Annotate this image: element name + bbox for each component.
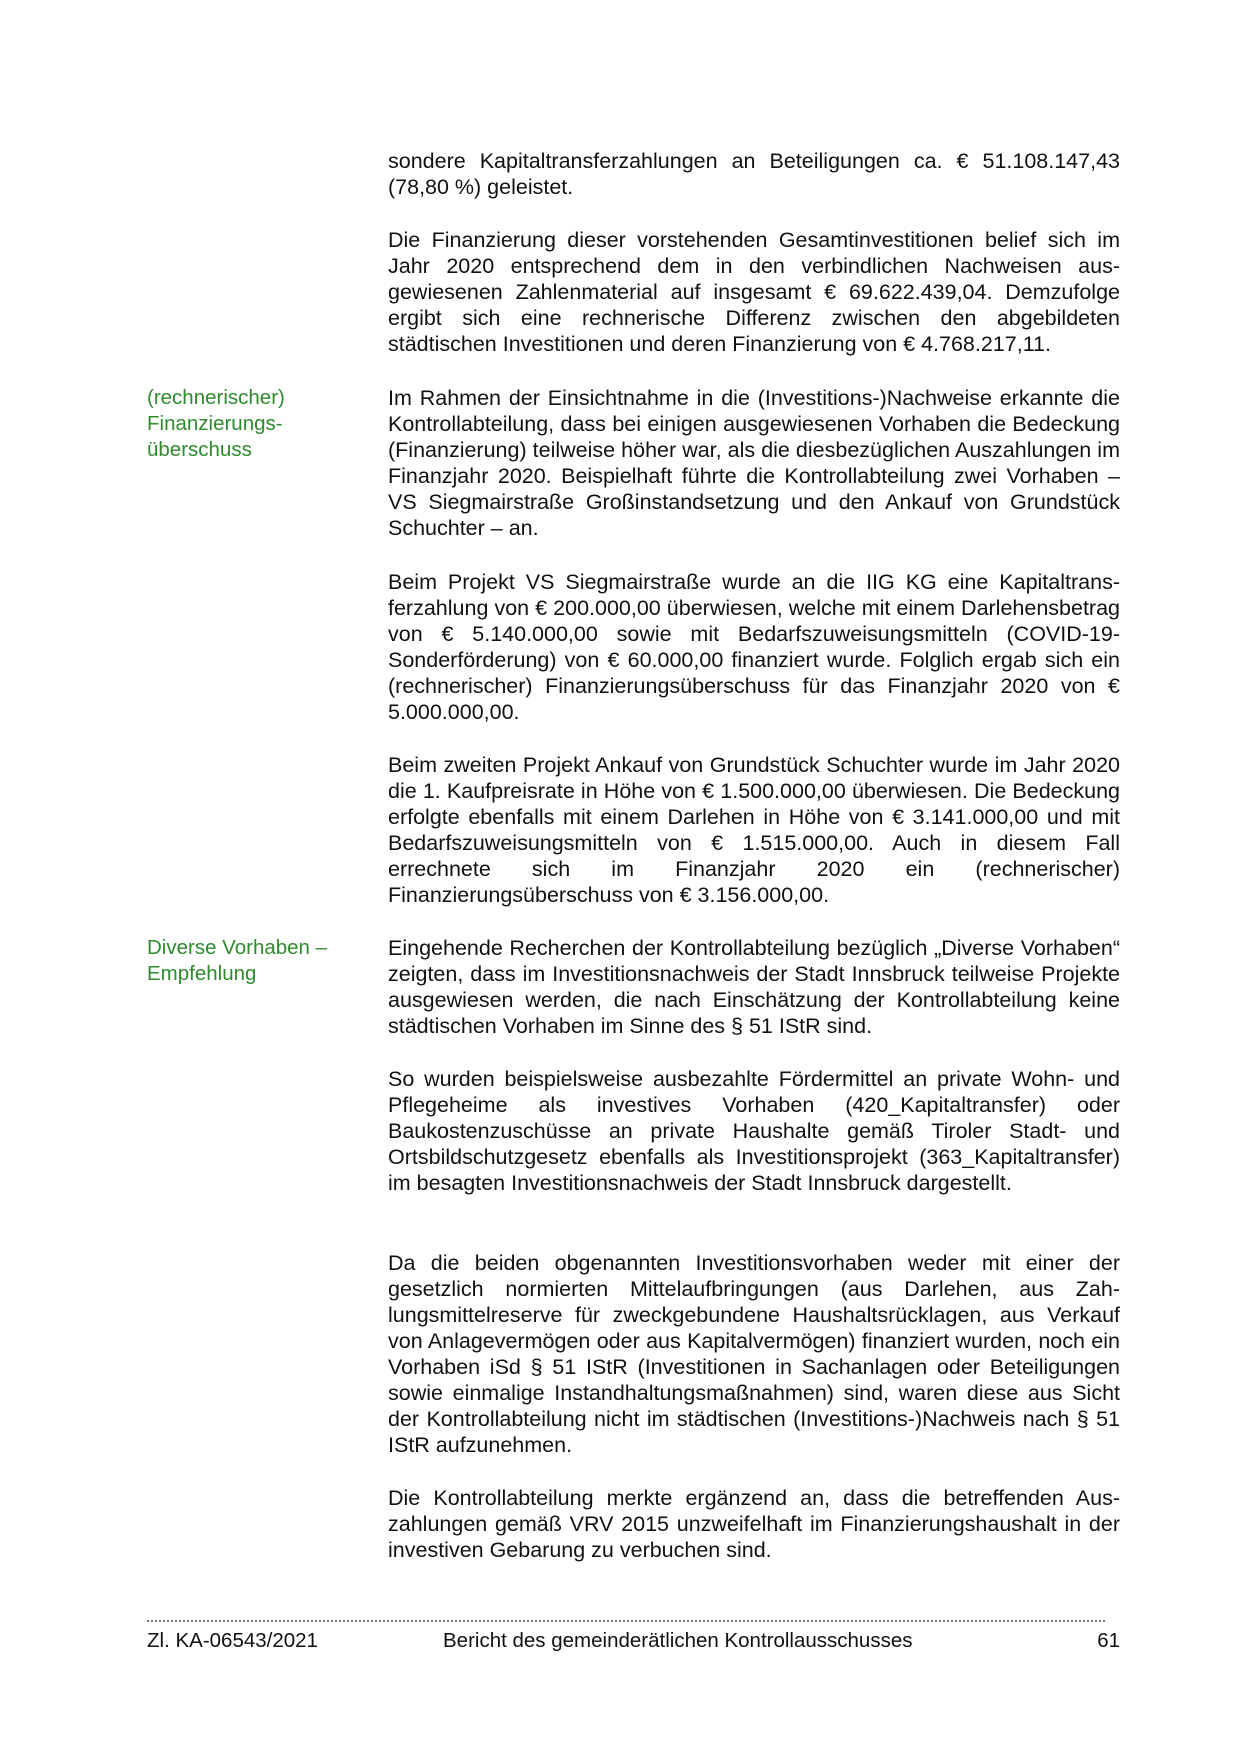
paragraph-investitionsvorhaben: Da die beiden obgenannten Investitionsvorhaben weder mit einer der gesetzlich normierten Mittelaufbringungen (aus Darlehen, aus Zahlungsmittelreserve für zweckgebundene Haushaltsrücklagen, aus Verkauf von Anlagevermögen oder aus Kapitalvermögen) finanziert wurden, noch ein Vorhaben iSd § 51 IStR (Investitionen in Sachanlagen oder Beteiligungen sowie einmalige Instandhaltungsmaßnahmen) sind, waren diese aus Sicht der Kontrollabteilung nicht im städtischen (Investitions-)Nachweis nach § 51 IStR aufzunehmen.: [388, 1251, 1120, 1457]
paragraph-foerdermittel: So wurden beispielsweise ausbezahlte Fördermittel an private Wohn- und Pflegeheime als investives Vorhaben (420_Kapitaltransfer) oder Baukostenzuschüsse an private Haushalte gemäß Tiroler Stadt- und Ortsbildschutzgesetz ebenfalls als Investitionsprojekt (363_Kapitaltransfer) im besagten Investitionsnachweis der Stadt Innsbruck dargestellt.: [388, 1067, 1120, 1195]
paragraph-recherchen: Eingehende Recherchen der Kontrollabteilung bezüglich „Diverse Vorhaben“ zeigten, dass im Investitionsnachweis der Stadt Innsbruck teilweise Projekte ausgewiesen werden, die nach Einschätzung der Kontrollabteilung keine städtischen Vorhaben im Sinne des § 51 IStR sind.: [388, 936, 1120, 1038]
paragraph-einsichtnahme: Im Rahmen der Einsichtnahme in die (Investitions-)Nachweise erkannte die Kontrollabteilung, dass bei einigen ausgewiesenen Vorhaben die Bedeckung (Finanzierung) teilweise höher war, als die diesbezüglichen Auszahlungen im Finanzjahr 2020. Beispielhaft führte die Kontrollabteilung zwei Vorhaben – VS Siegmairstraße Großinstandsetzung und den Ankauf von Grundstück Schuchter – an.: [388, 386, 1120, 540]
paragraph-vrv-2015: Die Kontrollabteilung merkte ergänzend an, dass die betreffenden Auszahlungen gemäß VRV 2015 unzweifelhaft im Finanzierungshaushalt in der investiven Gebarung zu verbuchen sind.: [388, 1486, 1120, 1562]
footer-reference: Zl. KA-06543/2021: [147, 1629, 318, 1652]
sidenote-diverse-vorhaben: Diverse Vorhaben – Empfehlung: [147, 936, 328, 985]
page-number: 61: [1097, 1629, 1120, 1652]
paragraph-grundstueck-schuchter: Beim zweiten Projekt Ankauf von Grundstück Schuchter wurde im Jahr 2020 die 1. Kaufpreisrate in Höhe von € 1.500.000,00 überwiesen. Die Bedeckung erfolgte ebenfalls mit einem Darlehen in Höhe von € 3.141.000,00 und mit Bedarfszuweisungsmitteln von € 1.515.000,00. Auch in diesem Fall errechnete sich im Finanzjahr 2020 ein (rechnerischer) Finanzierungsüberschuss von € 3.156.000,00.: [388, 753, 1120, 907]
footer-divider: [147, 1620, 1105, 1622]
paragraph-vs-siegmairstrasse: Beim Projekt VS Siegmairstraße wurde an die IIG KG eine Kapitaltransferzahlung von € 200.000,00 überwiesen, welche mit einem Darlehensbetrag von € 5.140.000,00 sowie mit Bedarfszuweisungsmitteln (COVID-19-Sonderförderung) von € 60.000,00 finanziert wurde. Folglich ergab sich ein (rechnerischer) Finanzierungsüberschuss für das Finanzjahr 2020 von € 5.000.000,00.: [388, 570, 1120, 724]
paragraph-finanzierung: Die Finanzierung dieser vorstehenden Gesamtinvestitionen belief sich im Jahr 2020 entsprechend dem in den verbindlichen Nachweisen ausgewiesenen Zahlenmaterial auf insgesamt € 69.622.439,04. Demzufolge ergibt sich eine rechnerische Differenz zwischen den abgebildeten städtischen Investitionen und deren Finanzierung von € 4.768.217,11.: [388, 228, 1120, 356]
sidenote-finanzierungsueberschuss: (rechnerischer) Finanzierungs- überschuss: [147, 386, 285, 461]
footer-title: Bericht des gemeinderätlichen Kontrollausschusses: [443, 1629, 913, 1652]
paragraph-kapitaltransfer: sondere Kapitaltransferzahlungen an Beteiligungen ca. € 51.108.147,43 (78,80 %) geleistet.: [388, 149, 1120, 199]
